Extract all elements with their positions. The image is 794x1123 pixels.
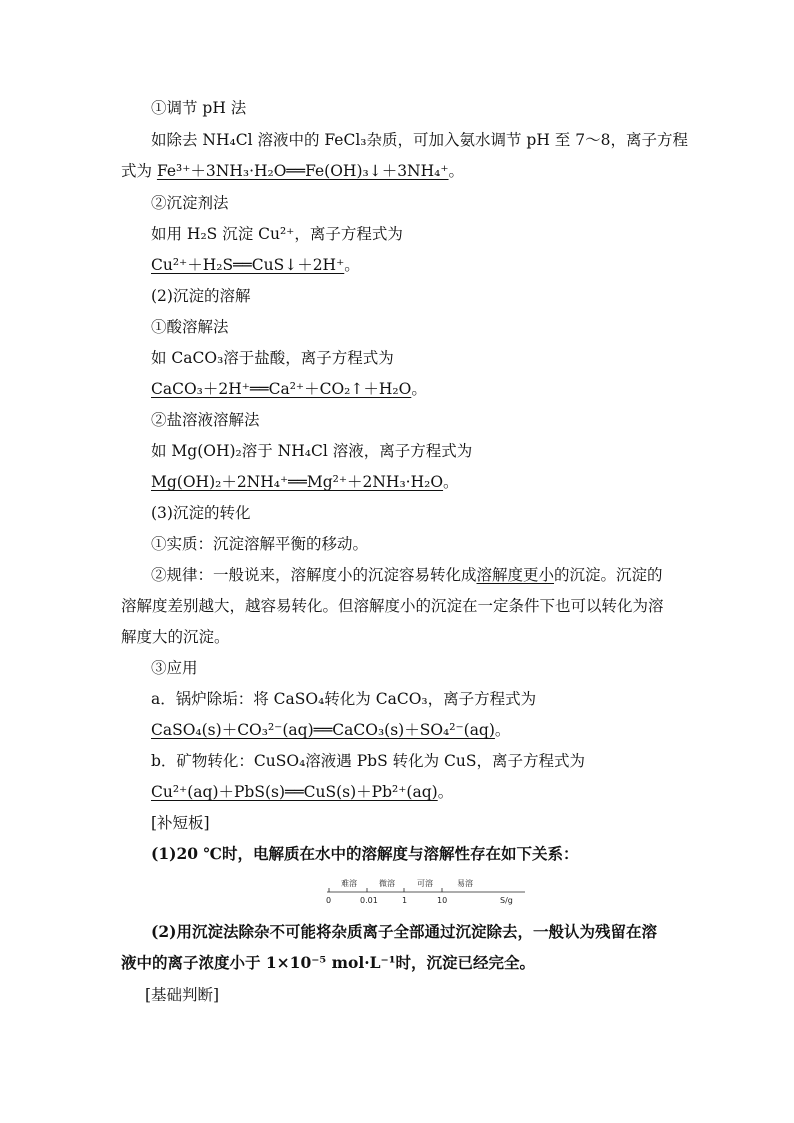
l13: (3)沉淀的转化	[151, 504, 251, 522]
eq-fe: Fe³⁺＋3NH₃·H₂O══Fe(OH)₃↓＋3NH₄⁺	[156, 162, 449, 180]
l15c: 解度大的沉淀。	[121, 628, 230, 646]
l15b: 溶解度差别越大，越容易转化。但溶解度小的沉淀在一定条件下也可以转化为溶	[121, 597, 664, 615]
l8: 如 CaCO₃溶于盐酸，离子方程式为	[151, 349, 394, 367]
l7: ①酸溶解法	[151, 318, 229, 336]
l23a: (2)用沉淀法除杂不可能将杂质离子全部通过沉淀除去，一般认为残留在溶	[151, 922, 657, 941]
region-label: 微溶	[379, 879, 395, 888]
l9: CaCO₃＋2H⁺══Ca²⁺＋CO₂↑＋H₂O。	[151, 380, 427, 398]
l17: a．锅炉除垢：将 CaSO₄转化为 CaCO₃，离子方程式为	[151, 690, 537, 708]
tick-label: 10	[437, 896, 448, 905]
l24: [基础判断]	[145, 986, 220, 1004]
l12: Mg(OH)₂＋2NH₄⁺══Mg²⁺＋2NH₃·H₂O。	[151, 473, 459, 491]
axis-label: S/g	[500, 896, 513, 905]
l5: Cu²⁺＋H₂S══CuS↓＋2H⁺。	[151, 256, 360, 274]
l2a: 如除去 NH₄Cl 溶液中的 FeCl₃杂质，可加入氨水调节 pH 至 7～8，离子方程	[151, 131, 688, 149]
l20: Cu²⁺(aq)＋PbS(s)══CuS(s)＋Pb²⁺(aq)。	[151, 783, 454, 801]
eq-cu: Cu²⁺＋H₂S══CuS↓＋2H⁺	[151, 256, 345, 274]
region-label: 难溶	[341, 879, 357, 888]
tick-label: 0.01	[360, 896, 378, 905]
l4: 如用 H₂S 沉淀 Cu²⁺，离子方程式为	[151, 225, 403, 243]
region-label: 可溶	[417, 879, 433, 888]
l21: [补短板]	[151, 814, 210, 832]
eq-caso4: CaSO₄(s)＋CO₃²⁻(aq)══CaCO₃(s)＋SO₄²⁻(aq)	[151, 721, 495, 739]
eq-caco3: CaCO₃＋2H⁺══Ca²⁺＋CO₂↑＋H₂O	[151, 380, 412, 398]
region-label: 易溶	[457, 879, 473, 888]
l14: ①实质：沉淀溶解平衡的移动。	[151, 535, 369, 553]
l15a: ②规律：一般说来，溶解度小的沉淀容易转化成溶解度更小的沉淀。沉淀的	[151, 566, 663, 584]
eq-pbs: Cu²⁺(aq)＋PbS(s)══CuS(s)＋Pb²⁺(aq)	[151, 783, 438, 801]
l18: CaSO₄(s)＋CO₃²⁻(aq)══CaCO₃(s)＋SO₄²⁻(aq)。	[151, 721, 511, 739]
l23b: 液中的离子浓度小于 1×10⁻⁵ mol·L⁻¹时，沉淀已经完全。	[121, 953, 535, 972]
solubility-scale	[325, 872, 535, 908]
l22: (1)20 ℃时，电解质在水中的溶解度与溶解性存在如下关系：	[151, 844, 579, 863]
tick-label: 1	[402, 896, 408, 905]
l6: (2)沉淀的溶解	[151, 287, 251, 305]
tick-label: 0	[326, 896, 332, 905]
l11: 如 Mg(OH)₂溶于 NH₄Cl 溶液，离子方程式为	[151, 442, 473, 460]
l1: ①调节 pH 法	[151, 99, 247, 117]
l16: ③应用	[151, 659, 198, 677]
l19: b．矿物转化：CuSO₄溶液遇 PbS 转化为 CuS，离子方程式为	[151, 752, 586, 770]
l3: ②沉淀剂法	[151, 194, 229, 212]
l10: ②盐溶液溶解法	[151, 411, 260, 429]
eq-mgoh2: Mg(OH)₂＋2NH₄⁺══Mg²⁺＋2NH₃·H₂O	[151, 473, 444, 491]
l2b: 式为 Fe³⁺＋3NH₃·H₂O══Fe(OH)₃↓＋3NH₄⁺。	[121, 162, 465, 180]
